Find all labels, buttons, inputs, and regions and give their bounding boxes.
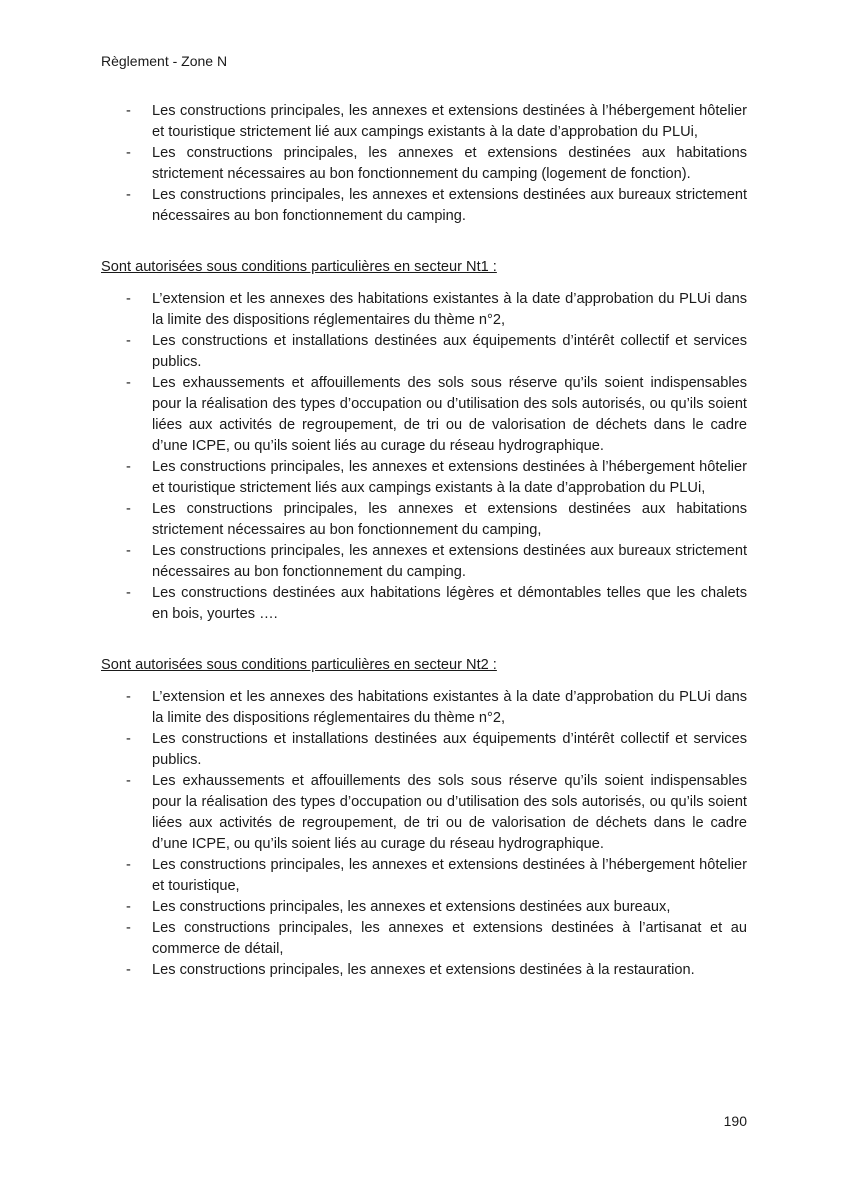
list-item-text: Les constructions et installations destinées aux équipements d’intérêt collectif et services publics. [152, 333, 747, 370]
list-item-text: Les constructions principales, les annexes et extensions destinées à l’hébergement hôtelier et touristique strictement lié aux campings existants à la date d’approbation du PLUi, [152, 103, 747, 140]
list-item-text: L’extension et les annexes des habitations existantes à la date d’approbation du PLUi dans la limite des dispositions réglementaires du thème n°2, [152, 689, 747, 726]
list-item-text: L’extension et les annexes des habitations existantes à la date d’approbation du PLUi dans la limite des dispositions réglementaires du thème n°2, [152, 291, 747, 328]
list-item [101, 897, 747, 918]
bullet-dash: - [126, 543, 131, 559]
list-item [101, 541, 747, 583]
list-item-text: Les constructions destinées aux habitations légères et démontables telles que les chalets en bois, yourtes …. [152, 585, 747, 622]
page-number: 190 [723, 1113, 747, 1129]
list-item [101, 143, 747, 185]
list-item [101, 918, 747, 960]
list-item [101, 457, 747, 499]
list-item-text: Les constructions principales, les annexes et extensions destinées aux bureaux strictement nécessaires au bon fonctionnement du camping. [152, 187, 747, 224]
list-item-text: Les exhaussements et affouillements des sols sous réserve qu’ils soient indispensables pour la réalisation des types d’occupation ou d’utilisation des sols autorisés, ou qu’ils soient liées aux activités de regroupement, de tri ou de valorisation de déchets dans le cadre d’une ICPE, ou qu’ils soient liés au curage du réseau hydrographique. [152, 375, 747, 454]
bullet-dash: - [126, 731, 131, 747]
list-item [101, 499, 747, 541]
bullet-dash: - [126, 459, 131, 475]
bullet-dash: - [126, 773, 131, 789]
bullet-dash: - [126, 689, 131, 705]
nt1-list [101, 289, 747, 625]
list-item-text: Les constructions principales, les annexes et extensions destinées à l’hébergement hôtelier et touristique strictement liés aux campings existants à la date d’approbation du PLUi, [152, 459, 747, 496]
list-item-text: Les constructions principales, les annexes et extensions destinées aux habitations strictement nécessaires au bon fonctionnement du camping, [152, 501, 747, 538]
list-item [101, 855, 747, 897]
list-item [101, 331, 747, 373]
list-item [101, 373, 747, 457]
list-item [101, 687, 747, 729]
list-item [101, 583, 747, 625]
bullet-dash: - [126, 920, 131, 936]
list-item-text: Les constructions principales, les annexes et extensions destinées à la restauration. [152, 962, 695, 978]
bullet-dash: - [126, 962, 131, 978]
section-heading-nt1: Sont autorisées sous conditions particulières en secteur Nt1 : [101, 259, 497, 275]
list-item [101, 729, 747, 771]
list-item-text: Les exhaussements et affouillements des sols sous réserve qu’ils soient indispensables pour la réalisation des types d’occupation ou d’utilisation des sols autorisés, ou qu’ils soient liées aux activités de regroupement, de tri ou de valorisation de déchets dans le cadre d’une ICPE, ou qu’ils soient liés au curage du réseau hydrographique. [152, 773, 747, 852]
bullet-dash: - [126, 291, 131, 307]
document-body [101, 101, 747, 981]
list-item-text: Les constructions principales, les annexes et extensions destinées à l’hébergement hôtelier et touristique, [152, 857, 747, 894]
intro-list [101, 101, 747, 227]
list-item [101, 771, 747, 855]
list-item-text: Les constructions principales, les annexes et extensions destinées aux bureaux, [152, 899, 671, 915]
list-item-text: Les constructions principales, les annexes et extensions destinées aux bureaux strictement nécessaires au bon fonctionnement du camping. [152, 543, 747, 580]
list-item [101, 101, 747, 143]
bullet-dash: - [126, 501, 131, 517]
bullet-dash: - [126, 899, 131, 915]
bullet-dash: - [126, 145, 131, 161]
list-item-text: Les constructions principales, les annexes et extensions destinées à l’artisanat et au commerce de détail, [152, 920, 747, 957]
section-heading-nt2: Sont autorisées sous conditions particulières en secteur Nt2 : [101, 657, 497, 673]
bullet-dash: - [126, 857, 131, 873]
list-item-text: Les constructions principales, les annexes et extensions destinées aux habitations strictement nécessaires au bon fonctionnement du camping (logement de fonction). [152, 145, 747, 182]
nt2-list [101, 687, 747, 981]
list-item [101, 185, 747, 227]
page-header: Règlement - Zone N [101, 53, 228, 69]
list-item-text: Les constructions et installations destinées aux équipements d’intérêt collectif et services publics. [152, 731, 747, 768]
bullet-dash: - [126, 333, 131, 349]
list-item [101, 960, 747, 981]
bullet-dash: - [126, 585, 131, 601]
bullet-dash: - [126, 187, 131, 203]
bullet-dash: - [126, 375, 131, 391]
bullet-dash: - [126, 103, 131, 119]
list-item [101, 289, 747, 331]
